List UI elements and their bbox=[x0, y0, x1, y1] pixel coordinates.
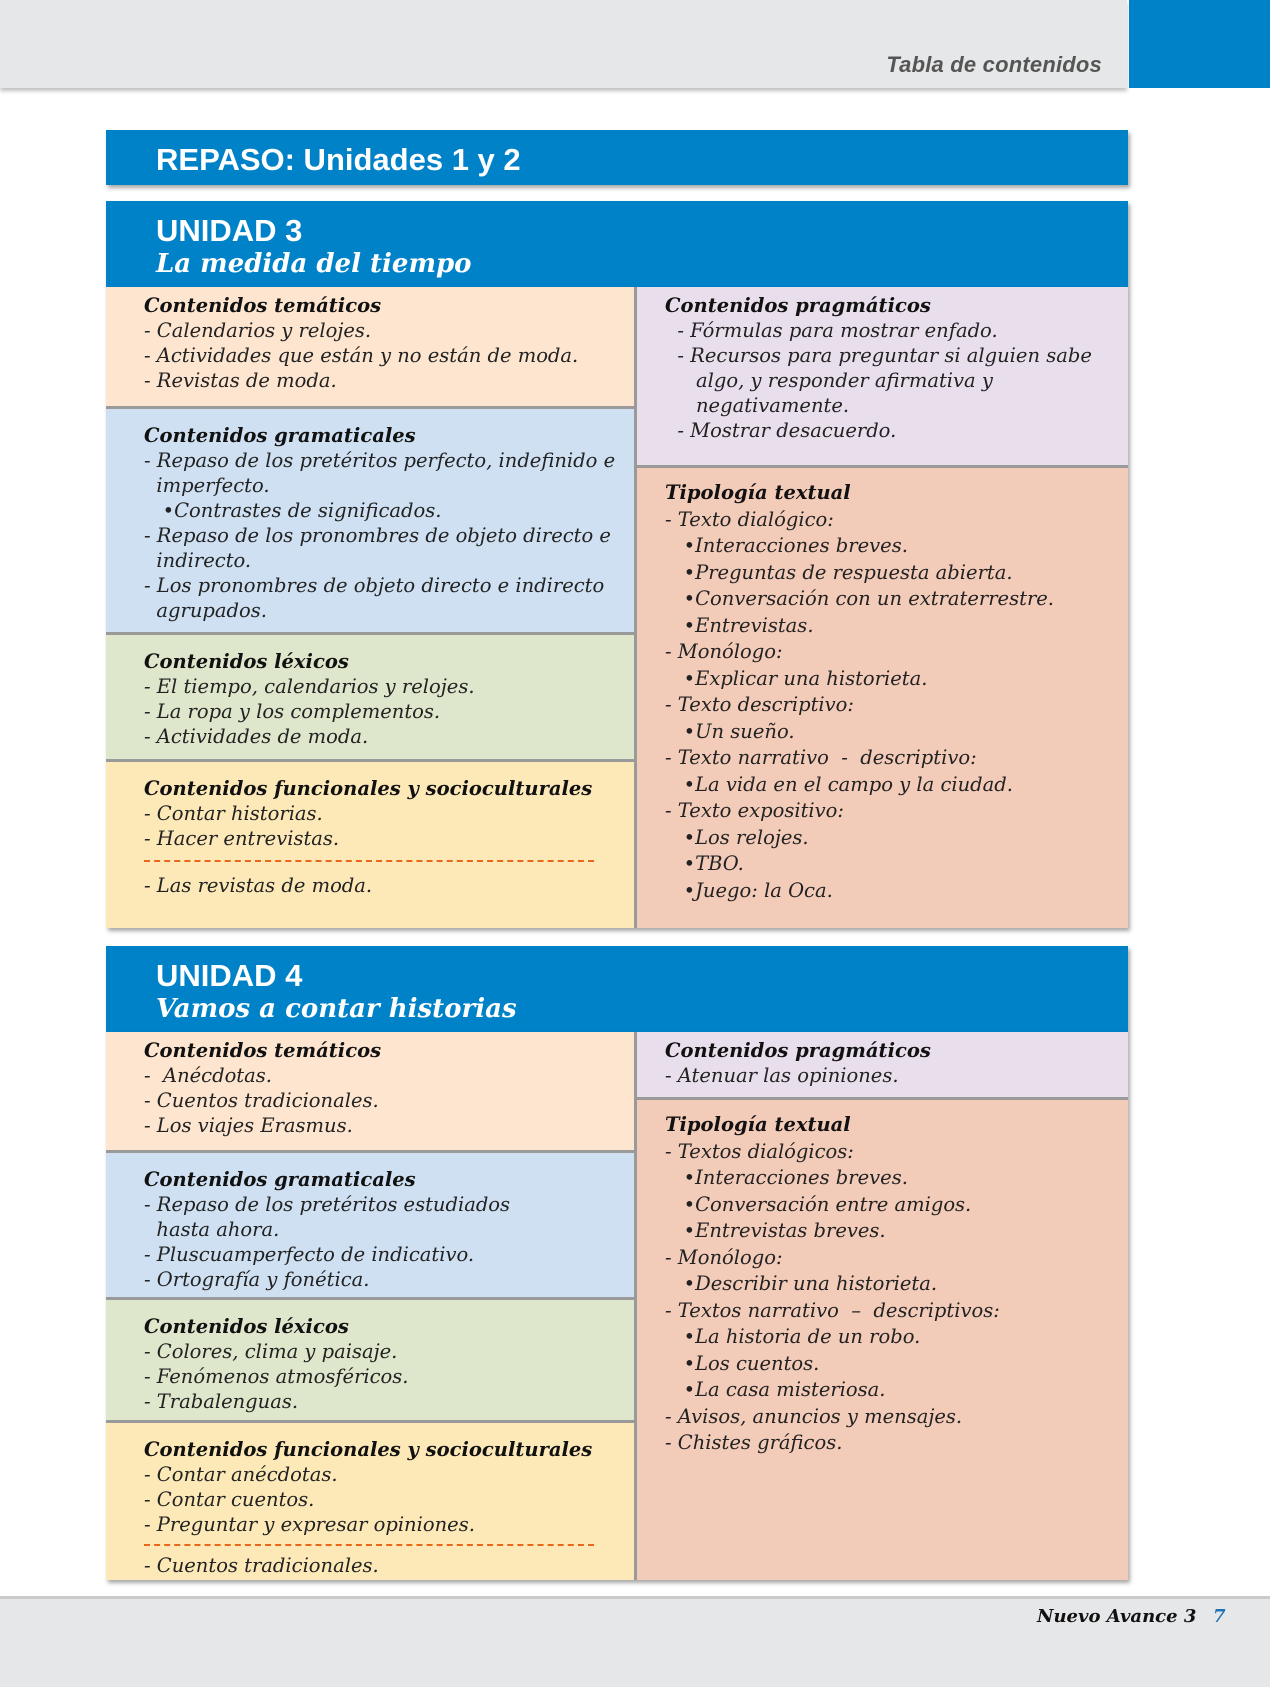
list-item: •Describir una historieta. bbox=[665, 1272, 938, 1295]
list-item: - Texto dialógico: bbox=[665, 507, 834, 531]
box-title: Contenidos pragmáticos bbox=[665, 1039, 931, 1062]
list-item: •Un sueño. bbox=[665, 719, 795, 743]
list-item: - Pluscuamperfecto de indicativo. bbox=[144, 1243, 475, 1266]
unit-3-pragmaticos bbox=[637, 287, 1128, 465]
box-title: Contenidos léxicos bbox=[144, 1315, 349, 1338]
list-item: agrupados. bbox=[144, 599, 267, 622]
repaso-bar bbox=[106, 130, 1128, 185]
unit-3-gramaticales bbox=[106, 409, 634, 632]
header-title: Tabla de contenidos bbox=[886, 52, 1102, 77]
page-number: 7 bbox=[1213, 1606, 1226, 1627]
list-item: - Monólogo: bbox=[665, 1245, 783, 1269]
unit-4-gramaticales bbox=[106, 1153, 634, 1297]
list-item: •La historia de un robo. bbox=[665, 1325, 921, 1348]
unit-3-tipologia bbox=[637, 468, 1128, 928]
list-item: - Colores, clima y paisaje. bbox=[144, 1340, 398, 1363]
box-title: Contenidos gramaticales bbox=[144, 1168, 416, 1191]
list-item: - Anécdotas. bbox=[144, 1064, 272, 1087]
list-item: - Textos narrativo – descriptivos: bbox=[665, 1298, 1000, 1322]
list-item: - Revistas de moda. bbox=[144, 369, 337, 392]
list-item: algo, y responder afirmativa y bbox=[665, 369, 993, 392]
list-item: - Contar historias. bbox=[144, 802, 323, 825]
list-item: - Preguntar y expresar opiniones. bbox=[144, 1513, 475, 1536]
list-item: - Cuentos tradicionales. bbox=[144, 1089, 379, 1112]
box-title: Contenidos funcionales y socioculturales bbox=[144, 1438, 593, 1461]
box-title: Tipología textual bbox=[665, 1113, 851, 1136]
list-item: - Textos dialógicos: bbox=[665, 1139, 854, 1163]
list-item: •Interacciones breves. bbox=[665, 1166, 908, 1189]
list-item: - Recursos para preguntar si alguien sabe bbox=[665, 344, 1092, 367]
box-title: Tipología textual bbox=[665, 481, 851, 504]
unit-3-number: UNIDAD 3 bbox=[156, 213, 303, 248]
box-title: Contenidos temáticos bbox=[144, 294, 382, 317]
list-item: •Juego: la Oca. bbox=[665, 878, 833, 902]
list-item: •Los cuentos. bbox=[665, 1351, 820, 1375]
list-item: negativamente. bbox=[665, 394, 850, 417]
header-accent-block bbox=[1129, 0, 1270, 88]
unit-3-lexicos bbox=[106, 635, 634, 759]
list-item: •La vida en el campo y la ciudad. bbox=[665, 772, 1013, 796]
list-item: - Ortografía y fonética. bbox=[144, 1268, 370, 1291]
list-item: hasta ahora. bbox=[144, 1218, 280, 1241]
list-item: •Preguntas de respuesta abierta. bbox=[665, 560, 1013, 584]
list-item: •Entrevistas. bbox=[665, 613, 814, 637]
list-item: - La ropa y los complementos. bbox=[144, 700, 441, 723]
box-title: Contenidos temáticos bbox=[144, 1039, 382, 1062]
box-title: Contenidos pragmáticos bbox=[665, 294, 931, 317]
list-item: - Monólogo: bbox=[665, 640, 783, 663]
list-item: - Texto narrativo - descriptivo: bbox=[665, 746, 977, 769]
unit-3-subtitle: La medida del tiempo bbox=[156, 249, 472, 279]
list-item: •Conversación con un extraterrestre. bbox=[665, 587, 1055, 610]
list-item: - Contar cuentos. bbox=[144, 1488, 315, 1511]
list-item: - El tiempo, calendarios y relojes. bbox=[144, 675, 475, 698]
unit-4-subtitle: Vamos a contar historias bbox=[156, 994, 517, 1024]
list-item: - Los pronombres de objeto directo e indirecto bbox=[144, 574, 605, 597]
list-item: - Chistes gráficos. bbox=[665, 1431, 843, 1454]
list-item: - Mostrar desacuerdo. bbox=[665, 419, 897, 442]
list-item: - Fórmulas para mostrar enfado. bbox=[665, 319, 998, 342]
box-title: Contenidos funcionales y socioculturales bbox=[144, 777, 593, 800]
unit-4-tipologia bbox=[637, 1100, 1128, 1580]
footer-book-title: Nuevo Avance 3 bbox=[1037, 1606, 1197, 1627]
list-item: - Trabalenguas. bbox=[144, 1390, 299, 1413]
list-item: •Contrastes de significados. bbox=[144, 499, 442, 522]
list-item: - Cuentos tradicionales. bbox=[144, 1554, 379, 1577]
list-item: - Texto descriptivo: bbox=[665, 693, 854, 716]
list-item: - Repaso de los pretéritos estudiados bbox=[144, 1193, 511, 1216]
list-item: imperfecto. bbox=[144, 474, 270, 497]
list-item: •TBO. bbox=[665, 852, 744, 875]
list-item: - Las revistas de moda. bbox=[144, 874, 373, 897]
list-item: •Entrevistas breves. bbox=[665, 1219, 886, 1242]
list-item: - Fenómenos atmosféricos. bbox=[144, 1365, 409, 1388]
list-item: - Contar anécdotas. bbox=[144, 1463, 338, 1486]
dashed-separator bbox=[144, 1544, 594, 1546]
repaso-title: REPASO: Unidades 1 y 2 bbox=[156, 142, 521, 177]
list-item: - Actividades de moda. bbox=[144, 725, 369, 748]
list-item: - Repaso de los pretéritos perfecto, indefinido e bbox=[144, 449, 616, 472]
unit-4-contents bbox=[106, 1032, 1128, 1580]
list-item: - Avisos, anuncios y mensajes. bbox=[665, 1404, 963, 1428]
unit-4-tematicos bbox=[106, 1032, 634, 1150]
list-item: indirecto. bbox=[144, 549, 252, 572]
list-item: - Hacer entrevistas. bbox=[144, 827, 340, 850]
dashed-separator bbox=[144, 860, 594, 862]
list-item: - Repaso de los pronombres de objeto directo e bbox=[144, 524, 611, 547]
unit-3-funcionales bbox=[106, 762, 634, 928]
list-item: - Texto expositivo: bbox=[665, 799, 844, 822]
list-item: •Los relojes. bbox=[665, 825, 809, 849]
box-title: Contenidos gramaticales bbox=[144, 424, 416, 447]
unit-4-lexicos bbox=[106, 1300, 634, 1420]
list-item: - Calendarios y relojes. bbox=[144, 319, 372, 342]
box-title: Contenidos léxicos bbox=[144, 650, 349, 673]
unit-4-funcionales bbox=[106, 1423, 634, 1580]
unit-4-header bbox=[106, 946, 1128, 1032]
list-item: •Interacciones breves. bbox=[665, 534, 908, 557]
unit-3-header bbox=[106, 201, 1128, 287]
unit-4-number: UNIDAD 4 bbox=[156, 958, 303, 993]
list-item: - Atenuar las opiniones. bbox=[665, 1064, 899, 1087]
list-item: - Actividades que están y no están de moda. bbox=[144, 344, 579, 367]
unit-3-contents bbox=[106, 287, 1128, 928]
list-item: •Explicar una historieta. bbox=[665, 666, 928, 690]
unit-4-pragmaticos bbox=[637, 1032, 1128, 1097]
list-item: - Los viajes Erasmus. bbox=[144, 1114, 353, 1137]
list-item: •Conversación entre amigos. bbox=[665, 1192, 972, 1216]
list-item: •La casa misteriosa. bbox=[665, 1378, 886, 1401]
unit-3-tematicos bbox=[106, 287, 634, 406]
